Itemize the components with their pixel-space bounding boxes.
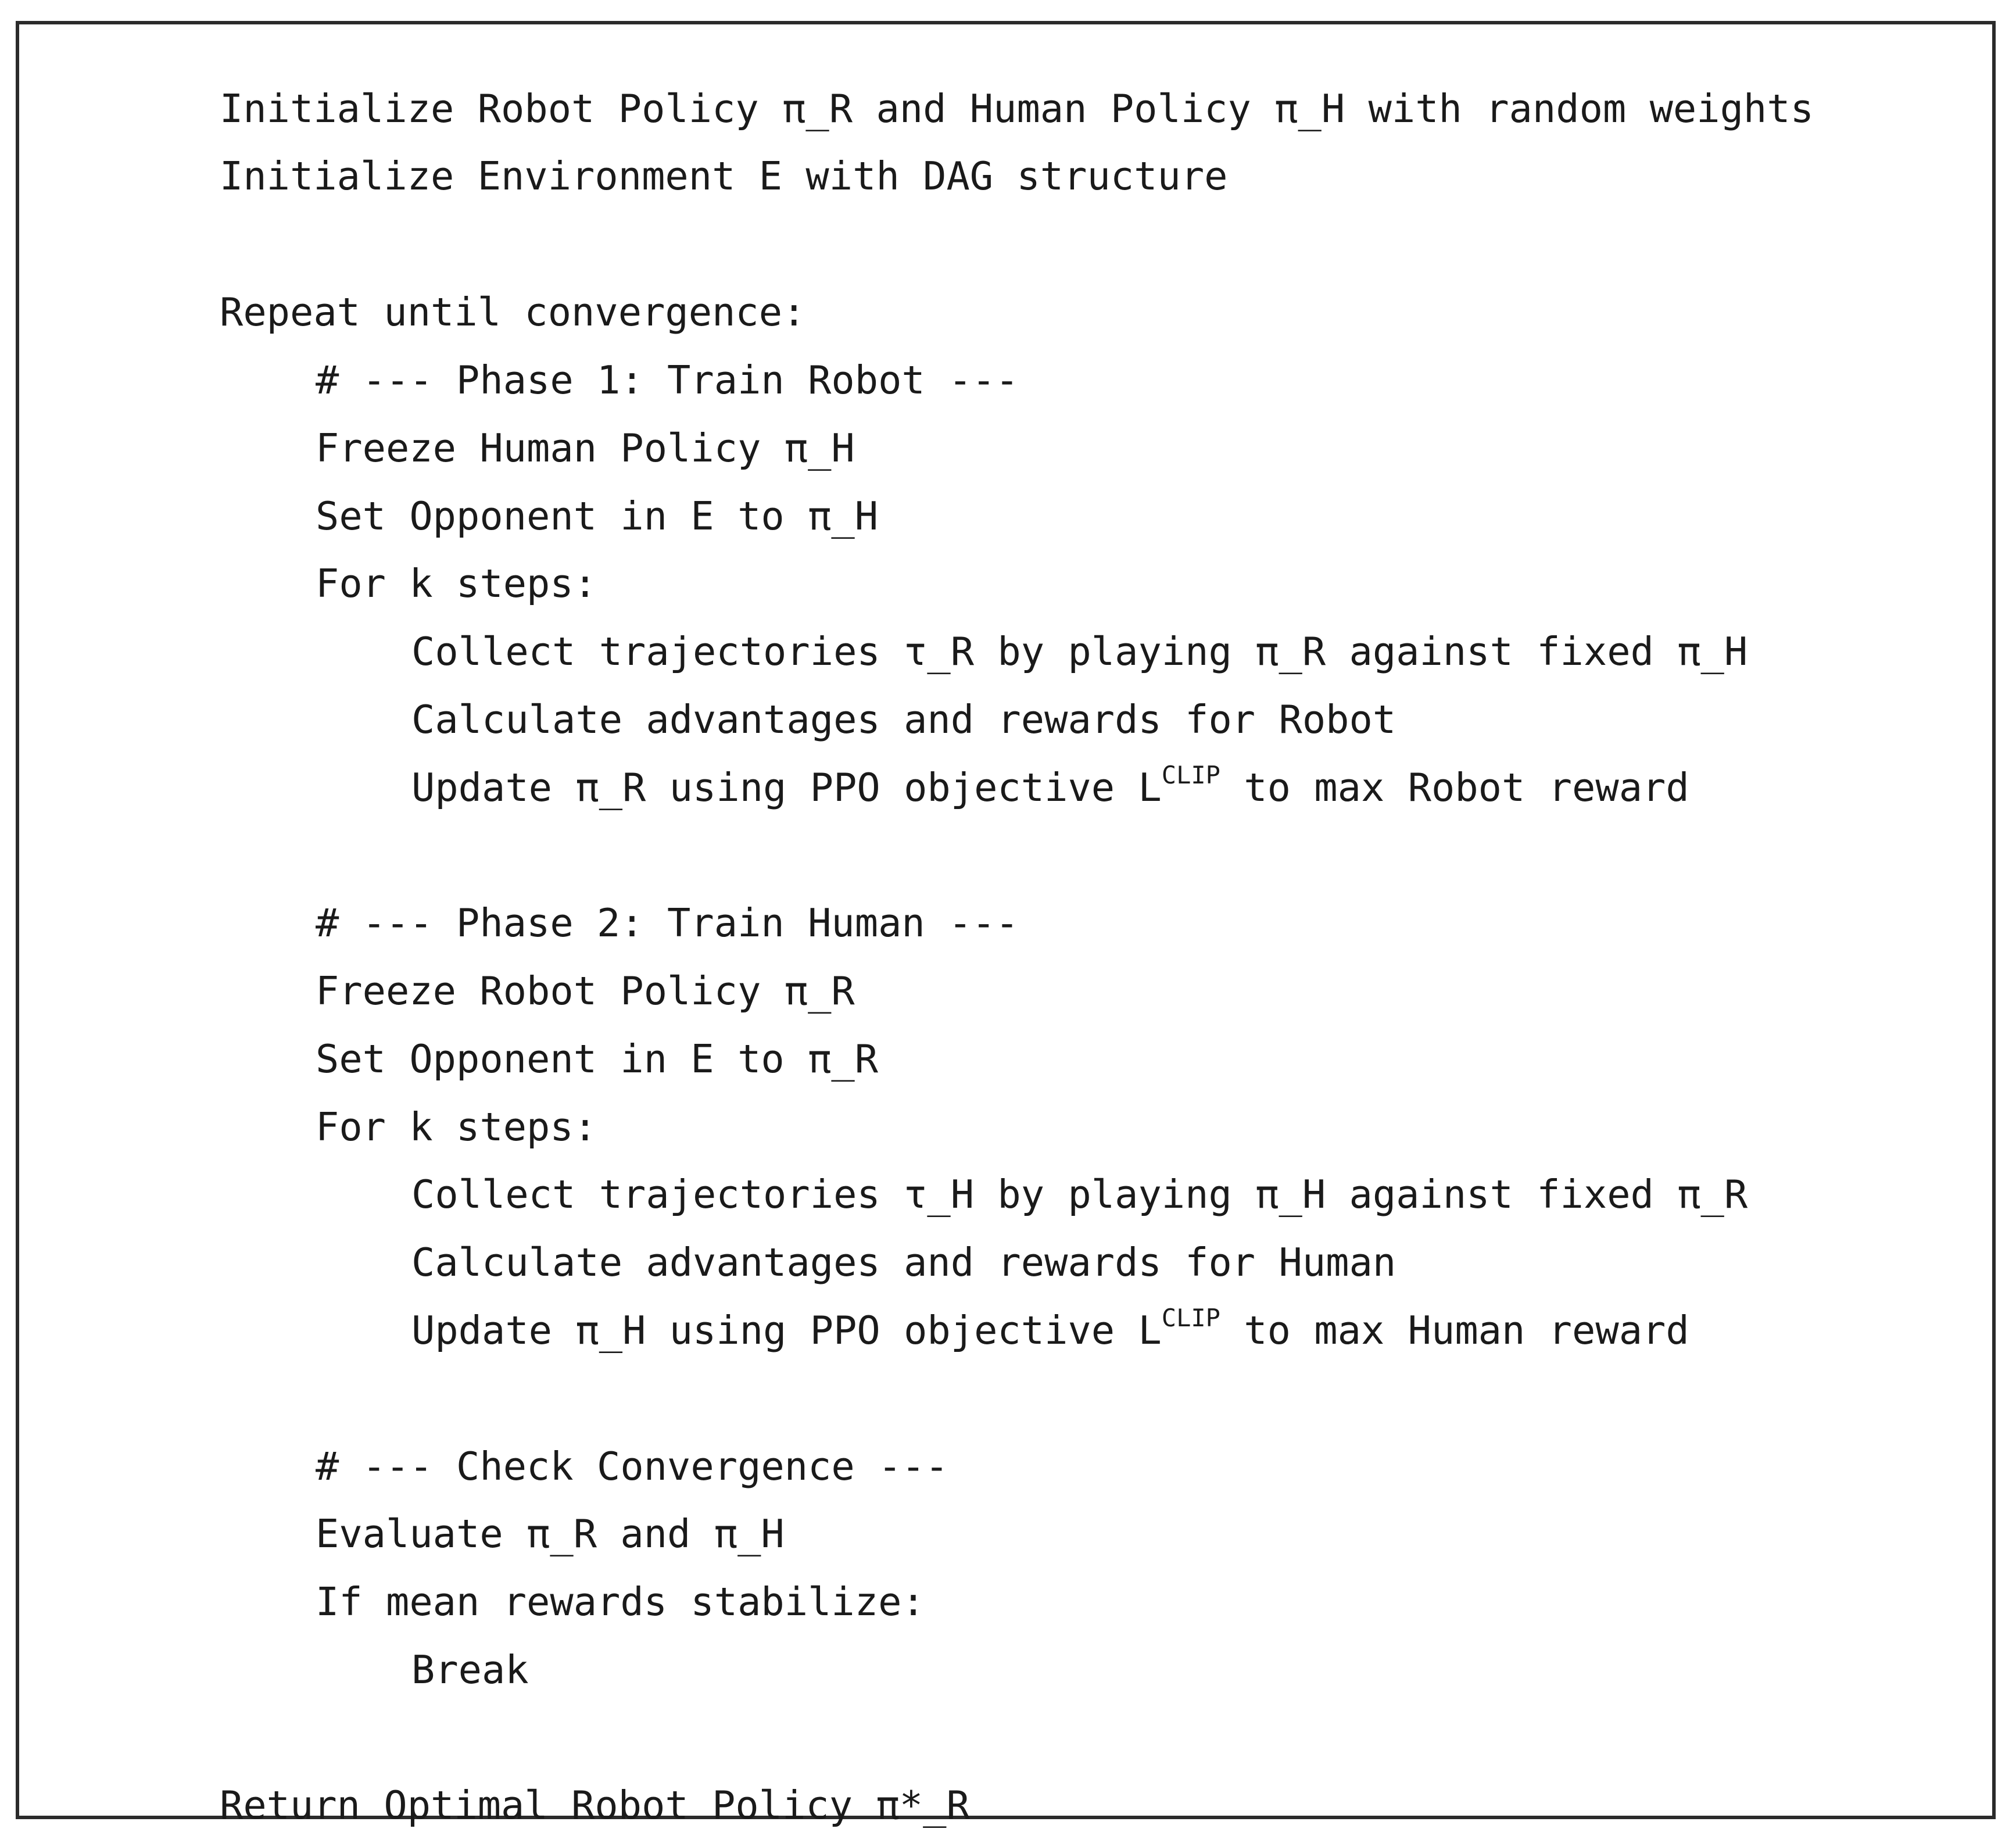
line-for-k-steps-1: For k steps: <box>316 561 597 606</box>
update-human-suffix: to max Human reward <box>1220 1308 1689 1353</box>
line-phase2-comment: # --- Phase 2: Train Human --- <box>316 900 1019 946</box>
line-set-opponent-human: Set Opponent in E to π_H <box>316 493 879 539</box>
line-if-stabilize: If mean rewards stabilize: <box>316 1579 925 1624</box>
update-human-text: Update π_H using PPO objective L <box>411 1308 1162 1353</box>
algorithm-box <box>16 21 1996 1828</box>
line-update-human <box>411 1304 1689 1353</box>
line-collect-robot: Collect trajectories τ_R by playing π_R against fixed π_H <box>411 629 1748 674</box>
line-break: Break <box>411 1647 529 1692</box>
clip-superscript: CLIP <box>1161 1304 1220 1332</box>
line-calc-human: Calculate advantages and rewards for Human <box>411 1240 1396 1285</box>
line-return: Return Optimal Robot Policy π*_R <box>220 1783 970 1828</box>
clip-superscript: CLIP <box>1161 761 1220 789</box>
line-evaluate: Evaluate π_R and π_H <box>316 1511 785 1556</box>
line-init-policies: Initialize Robot Policy π_R and Human Policy π_H with random weights <box>220 86 1814 131</box>
line-init-environment: Initialize Environment E with DAG structure <box>220 153 1228 199</box>
update-robot-suffix: to max Robot reward <box>1220 765 1689 810</box>
line-freeze-human: Freeze Human Policy π_H <box>316 425 855 471</box>
algorithm-code <box>19 24 1992 1828</box>
update-robot-text: Update π_R using PPO objective L <box>411 765 1162 810</box>
line-for-k-steps-2: For k steps: <box>316 1104 597 1150</box>
line-repeat-until: Repeat until convergence: <box>220 289 806 335</box>
line-collect-human: Collect trajectories τ_H by playing π_H against fixed π_R <box>411 1172 1748 1217</box>
line-update-robot <box>411 761 1689 810</box>
line-freeze-robot: Freeze Robot Policy π_R <box>316 968 855 1014</box>
line-set-opponent-robot: Set Opponent in E to π_R <box>316 1036 879 1082</box>
line-check-comment: # --- Check Convergence --- <box>316 1444 949 1489</box>
line-calc-robot: Calculate advantages and rewards for Robot <box>411 697 1396 742</box>
line-phase1-comment: # --- Phase 1: Train Robot --- <box>316 357 1019 403</box>
